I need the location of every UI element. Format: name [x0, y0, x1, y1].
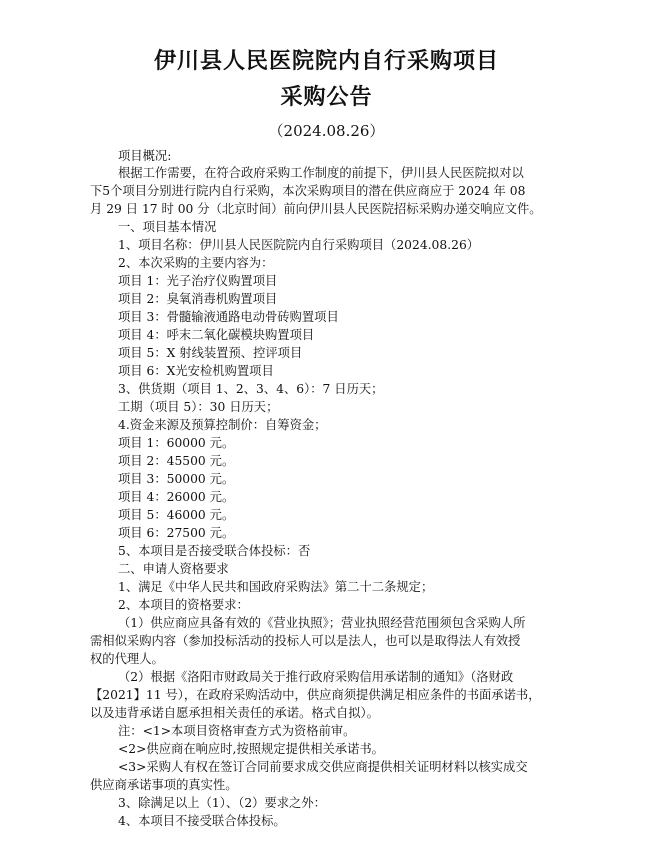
requirement-2-2-line: （2）根据《洛阳市财政局关于推行政府采购信用承诺制的通知》（洛财政 — [118, 670, 514, 684]
budget-item: 项目 5：46000 元。 — [118, 508, 235, 522]
project-item: 项目 6：X光安检机购置项目 — [118, 364, 274, 378]
project-item: 项目 4：呼末二氧化碳模块购置项目 — [118, 328, 315, 342]
project-item: 项目 3：骨髓输液通路电动骨砖购置项目 — [118, 310, 339, 324]
project-name: 1、项目名称：伊川县人民医院院内自行采购项目（2024.08.26） — [118, 238, 480, 252]
requirement-1: 1、满足《中华人民共和国政府采购法》第二十二条规定； — [118, 580, 434, 594]
project-item: 项目 5：X 射线装置预、控评项目 — [118, 346, 303, 360]
requirement-2-1-line: （1）供应商应具备有效的《营业执照》；营业执照经营范围须包含采购人所 — [118, 616, 526, 630]
overview-line: 根据工作需要，在符合政府采购工作制度的前提下，伊川县人民医院拟对以 — [118, 166, 524, 180]
overview-heading: 项目概况: — [118, 149, 172, 163]
project-item: 项目 1：光子治疗仪购置项目 — [118, 274, 278, 288]
requirement-2-2-line: 【2021】11 号），在政府采购活动中，供应商须提供满足相应条件的书面承诺书， — [90, 688, 541, 702]
requirement-2-1-line: 权的代理人。 — [90, 652, 164, 666]
requirement-2-1-line: 需相似采购内容（参加投标活动的投标人可以是法人，也可以是取得法人有效授 — [90, 634, 521, 648]
budget-item: 项目 3：50000 元。 — [118, 472, 235, 486]
budget-item: 项目 4：26000 元。 — [118, 490, 235, 504]
budget-item: 项目 2：45500 元。 — [118, 454, 235, 468]
note-item: <2>供应商在响应时,按照规定提供相关承诺书。 — [118, 742, 384, 756]
fund-source: 4.资金来源及预算控制价：自筹资金； — [118, 418, 327, 432]
requirement-2-2-line: 以及违背承诺自愿承担相关责任的承诺。格式自拟）。 — [90, 706, 379, 720]
procurement-contents-heading: 2、本次采购的主要内容为： — [118, 256, 274, 270]
section1-heading: 一、项目基本情况 — [118, 220, 217, 234]
requirement-4: 4、本项目不接受联合体投标。 — [118, 814, 286, 828]
document-title-line2: 采购公告 — [280, 85, 373, 110]
requirement-3: 3、除满足以上（1）、（2）要求之外： — [118, 796, 326, 810]
work-period: 工期（项目 5）：30 日历天； — [118, 400, 279, 414]
note-item: 注：<1>本项目资格审查方式为资格前审。 — [118, 724, 356, 738]
note-3-line: <3>采购人有权在签订合同前要求成交供应商提供相关证明材料以核实成交 — [118, 760, 528, 774]
overview-line: 月 29 日 17 时 00 分（北京时间）前向伊川县人民医院招标采购办递交响应文件。 — [90, 202, 542, 216]
document-title-line1: 伊川县人民医院院内自行采购项目 — [153, 49, 499, 74]
consortium-question: 5、本项目是否接受联合体投标：否 — [118, 544, 311, 558]
overview-line: 下5个项目分别进行院内自行采购，本次采购项目的潜在供应商应于 2024 年 08 — [90, 184, 526, 198]
document-date: （2024.08.26） — [268, 122, 385, 140]
section2-heading: 二、申请人资格要求 — [118, 562, 229, 576]
supply-period: 3、供货期（项目 1、2、3、4、6）：7 日历天； — [118, 382, 384, 396]
note-3-line: 供应商承诺事项的真实性。 — [90, 778, 238, 792]
budget-item: 项目 1：60000 元。 — [118, 436, 235, 450]
requirement-2: 2、本项目的资格要求： — [118, 598, 249, 612]
budget-item: 项目 6：27500 元。 — [118, 526, 235, 540]
project-item: 项目 2：臭氧消毒机购置项目 — [118, 292, 278, 306]
